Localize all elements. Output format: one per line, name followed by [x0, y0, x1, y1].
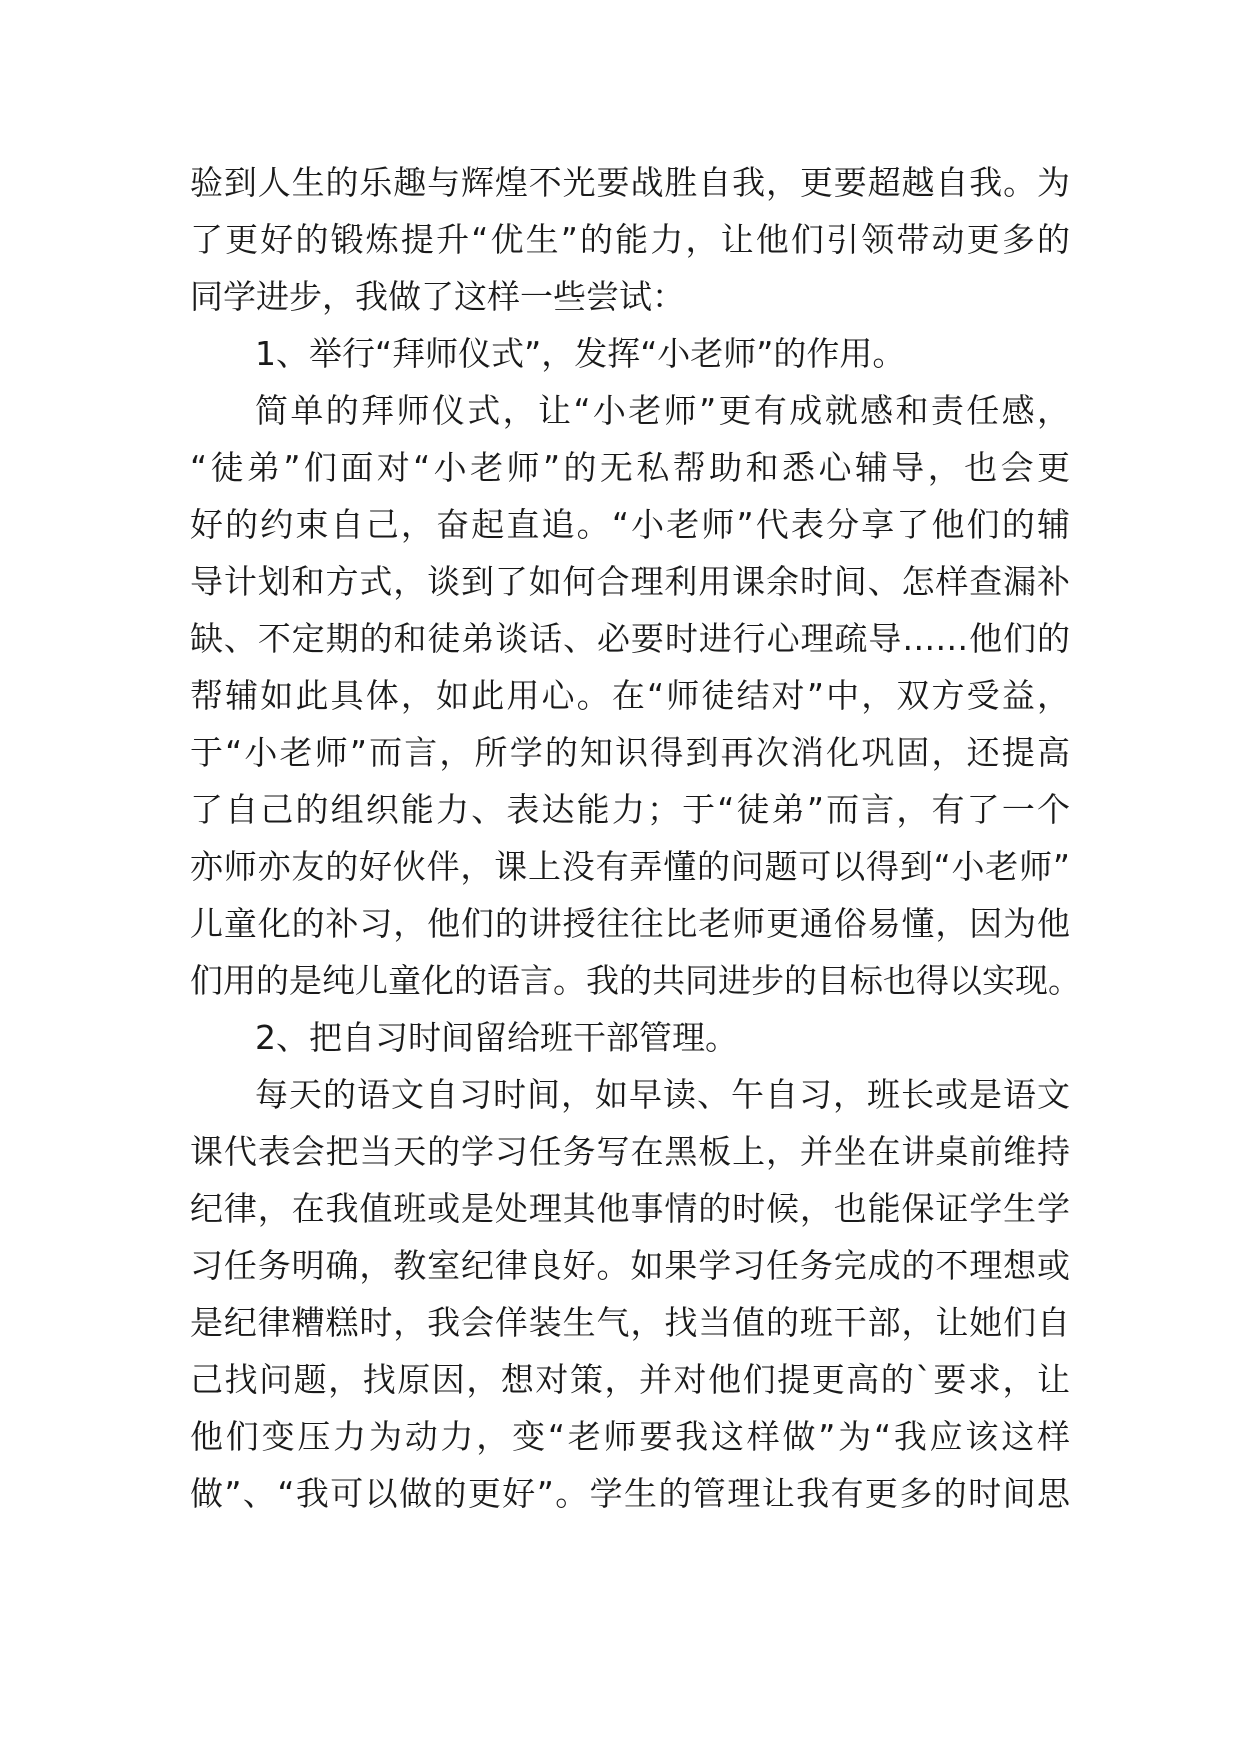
- text-line: 同学进步，我做了这样一些尝试：: [190, 277, 685, 316]
- text-line: 帮辅如此具体，如此用心。在“师徒结对”中，双方受益，: [190, 676, 1070, 715]
- text-line: 他们变压力为动力，变“老师要我这样做”为“我应该这样: [190, 1417, 1070, 1456]
- text-line: 纪律，在我值班或是处理其他事情的时候，也能保证学生学: [190, 1189, 1070, 1228]
- section-heading: 1、举行“拜师仪式”，发挥“小老师”的作用。: [255, 334, 906, 373]
- text-line: 于“小老师”而言，所学的知识得到再次消化巩固，还提高: [190, 733, 1070, 772]
- text-line: 验到人生的乐趣与辉煌不光要战胜自我，更要超越自我。为: [190, 163, 1070, 202]
- text-line: 是纪律糟糕时，我会佯装生气，找当值的班干部，让她们自: [190, 1303, 1070, 1342]
- text-line: 做”、“我可以做的更好”。学生的管理让我有更多的时间思: [190, 1474, 1070, 1513]
- text-line: 课代表会把当天的学习任务写在黑板上，并坐在讲桌前维持: [190, 1132, 1070, 1171]
- text-line: 缺、不定期的和徒弟谈话、必要时进行心理疏导……他们的: [190, 619, 1070, 658]
- text-line: 好的约束自己，奋起直追。“小老师”代表分享了他们的辅: [190, 505, 1070, 544]
- section-heading: 2、把自习时间留给班干部管理。: [255, 1018, 738, 1057]
- text-line: 导计划和方式，谈到了如何合理利用课余时间、怎样查漏补: [190, 562, 1070, 601]
- text-line: 们用的是纯儿童化的语言。我的共同进步的目标也得以实现。: [190, 961, 1081, 1000]
- paragraph-first-line: 每天的语文自习时间，如早读、午自习，班长或是语文: [255, 1075, 1070, 1114]
- text-line: 习任务明确，教室纪律良好。如果学习任务完成的不理想或: [190, 1246, 1070, 1285]
- paragraph-first-line: 简单的拜师仪式，让“小老师”更有成就感和责任感，: [255, 391, 1070, 430]
- text-line: 了更好的锻炼提升“优生”的能力，让他们引领带动更多的: [190, 220, 1070, 259]
- text-line: 了自己的组织能力、表达能力；于“徒弟”而言，有了一个: [190, 790, 1070, 829]
- text-line: “徒弟”们面对“小老师”的无私帮助和悉心辅导，也会更: [190, 448, 1070, 487]
- text-line: 亦师亦友的好伙伴，课上没有弄懂的问题可以得到“小老师”: [190, 847, 1070, 886]
- text-line: 儿童化的补习，他们的讲授往往比老师更通俗易懂，因为他: [190, 904, 1070, 943]
- text-line: 己找问题，找原因，想对策，并对他们提更高的`要求，让: [190, 1360, 1070, 1399]
